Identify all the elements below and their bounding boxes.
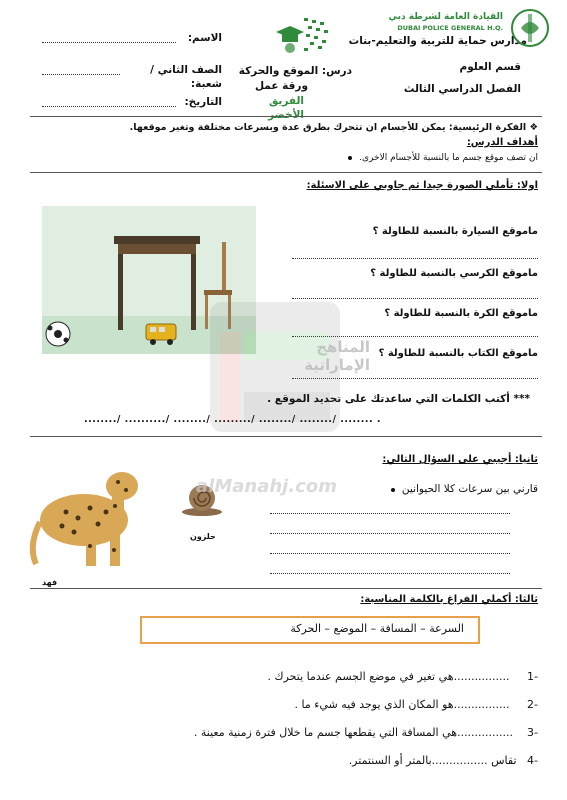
- write-words-instruction: *** أكتب الكلمات التي ساعدتك على تحديد الموقع .: [267, 393, 530, 405]
- divider-intro: [30, 172, 542, 173]
- term: الفصل الدراسي الثالث: [403, 83, 521, 95]
- snail-label: حلزون: [190, 532, 216, 541]
- answer-car[interactable]: [292, 258, 538, 259]
- item-number: -2: [527, 698, 538, 711]
- fill-item-2: [120, 698, 538, 711]
- objectives-label: أهداف الدرس:: [466, 137, 538, 148]
- word-bank-text: السرعة – المسافة – الموضع – الحركة: [290, 622, 464, 635]
- item-number: -4: [527, 754, 538, 767]
- question-car: ماموقع السيارة بالنسبة للطاولة ؟: [372, 226, 538, 237]
- item-number: -1: [527, 670, 538, 683]
- item-text[interactable]: ................هي المسافة التي يقطعها جسم ما خلال فترة زمنية معينة .: [193, 726, 514, 739]
- cheetah-label: فهد: [42, 578, 58, 587]
- grade-label: الصف الثاني / شعبة:: [150, 64, 222, 90]
- question-chair: ماموقع الكرسي بالنسبة للطاولة ؟: [370, 268, 538, 279]
- grade-field[interactable]: [42, 74, 120, 75]
- fill-item-1: [120, 670, 538, 683]
- question-ball: ماموقع الكرة بالنسبة للطاولة ؟: [384, 308, 538, 319]
- answer-ball[interactable]: [292, 336, 538, 337]
- divider-section1: [30, 436, 542, 437]
- police-arabic-name: القيادة العامة لشرطة دبي: [388, 12, 503, 22]
- words-blanks[interactable]: ......../ ........../ ......../ ........./ ......../ ......../ ........ .: [84, 414, 382, 425]
- question-book: ماموقع الكتاب بالنسبة للطاولة ؟: [378, 348, 538, 359]
- watermark-site: alManahj.com: [196, 476, 337, 497]
- item-text[interactable]: تقاس ................بالمتر أو السنتمتر.: [348, 754, 517, 767]
- item-text[interactable]: ................هي تغير في موضع الجسم عندما يتحرك .: [267, 670, 510, 683]
- objective-item: ان تصف موقع جسم ما بالنسبة للأجسام الاخرى.: [300, 153, 538, 163]
- worksheet-label: ورقة عمل: [254, 80, 308, 92]
- compare-answer-line-3[interactable]: [270, 553, 510, 554]
- compare-answer-line-2[interactable]: [270, 533, 510, 534]
- diamond-icon: ❖: [529, 122, 538, 133]
- cheetah-image: [26, 446, 158, 576]
- fill-item-4: [200, 754, 538, 767]
- lesson-title: درس: الموقع والحركة: [238, 65, 352, 77]
- word-bank-box: [140, 616, 480, 644]
- section1-title: اولا: تأملي الصورة جيدا ثم جاوبي على الاسئلة:: [306, 180, 538, 191]
- item-number: -3: [527, 726, 538, 739]
- fill-item-3: [30, 726, 538, 739]
- compare-question: قارني بين سرعات كلا الحيوانين: [300, 483, 538, 495]
- scene-table-chair-image: [42, 206, 256, 354]
- department: قسم العلوم: [459, 61, 521, 73]
- date-field[interactable]: [42, 106, 176, 107]
- school-name: مدارس حماية للتربية والتعليم-بنات: [348, 35, 527, 47]
- section2-title: ثانيا: أجيبي على السؤال التالي:: [382, 454, 538, 465]
- name-label: الاسم:: [187, 32, 222, 44]
- compare-answer-line-1[interactable]: [270, 513, 510, 514]
- team-label: الفريق الأخضر: [268, 95, 304, 121]
- bullet-icon: [391, 488, 395, 492]
- graduation-logo: [268, 14, 332, 60]
- name-field[interactable]: [42, 42, 176, 43]
- section3-title: ثالثا: أكملي الفراغ بالكلمة المناسبة:: [360, 594, 538, 605]
- divider-header: [30, 116, 542, 117]
- answer-chair[interactable]: [292, 298, 538, 299]
- main-idea: ❖ الفكرة الرئيسية: يمكن للأجسام ان تتحرك بطرق عدة وبسرعات مختلفة وتغير موقعها.: [129, 122, 538, 133]
- dubai-police-logo: [507, 6, 553, 52]
- answer-book[interactable]: [292, 378, 538, 379]
- watermark-text: المناهج الإماراتية: [304, 338, 370, 374]
- compare-answer-line-4[interactable]: [270, 573, 510, 574]
- bullet-icon: [348, 156, 352, 160]
- item-text[interactable]: ................هو المكان الذي يوجد فيه شيء ما .: [294, 698, 510, 711]
- date-label: التاريخ:: [184, 96, 222, 108]
- police-english-name: DUBAI POLICE GENERAL H.Q.: [397, 24, 503, 32]
- divider-section2: [30, 588, 542, 589]
